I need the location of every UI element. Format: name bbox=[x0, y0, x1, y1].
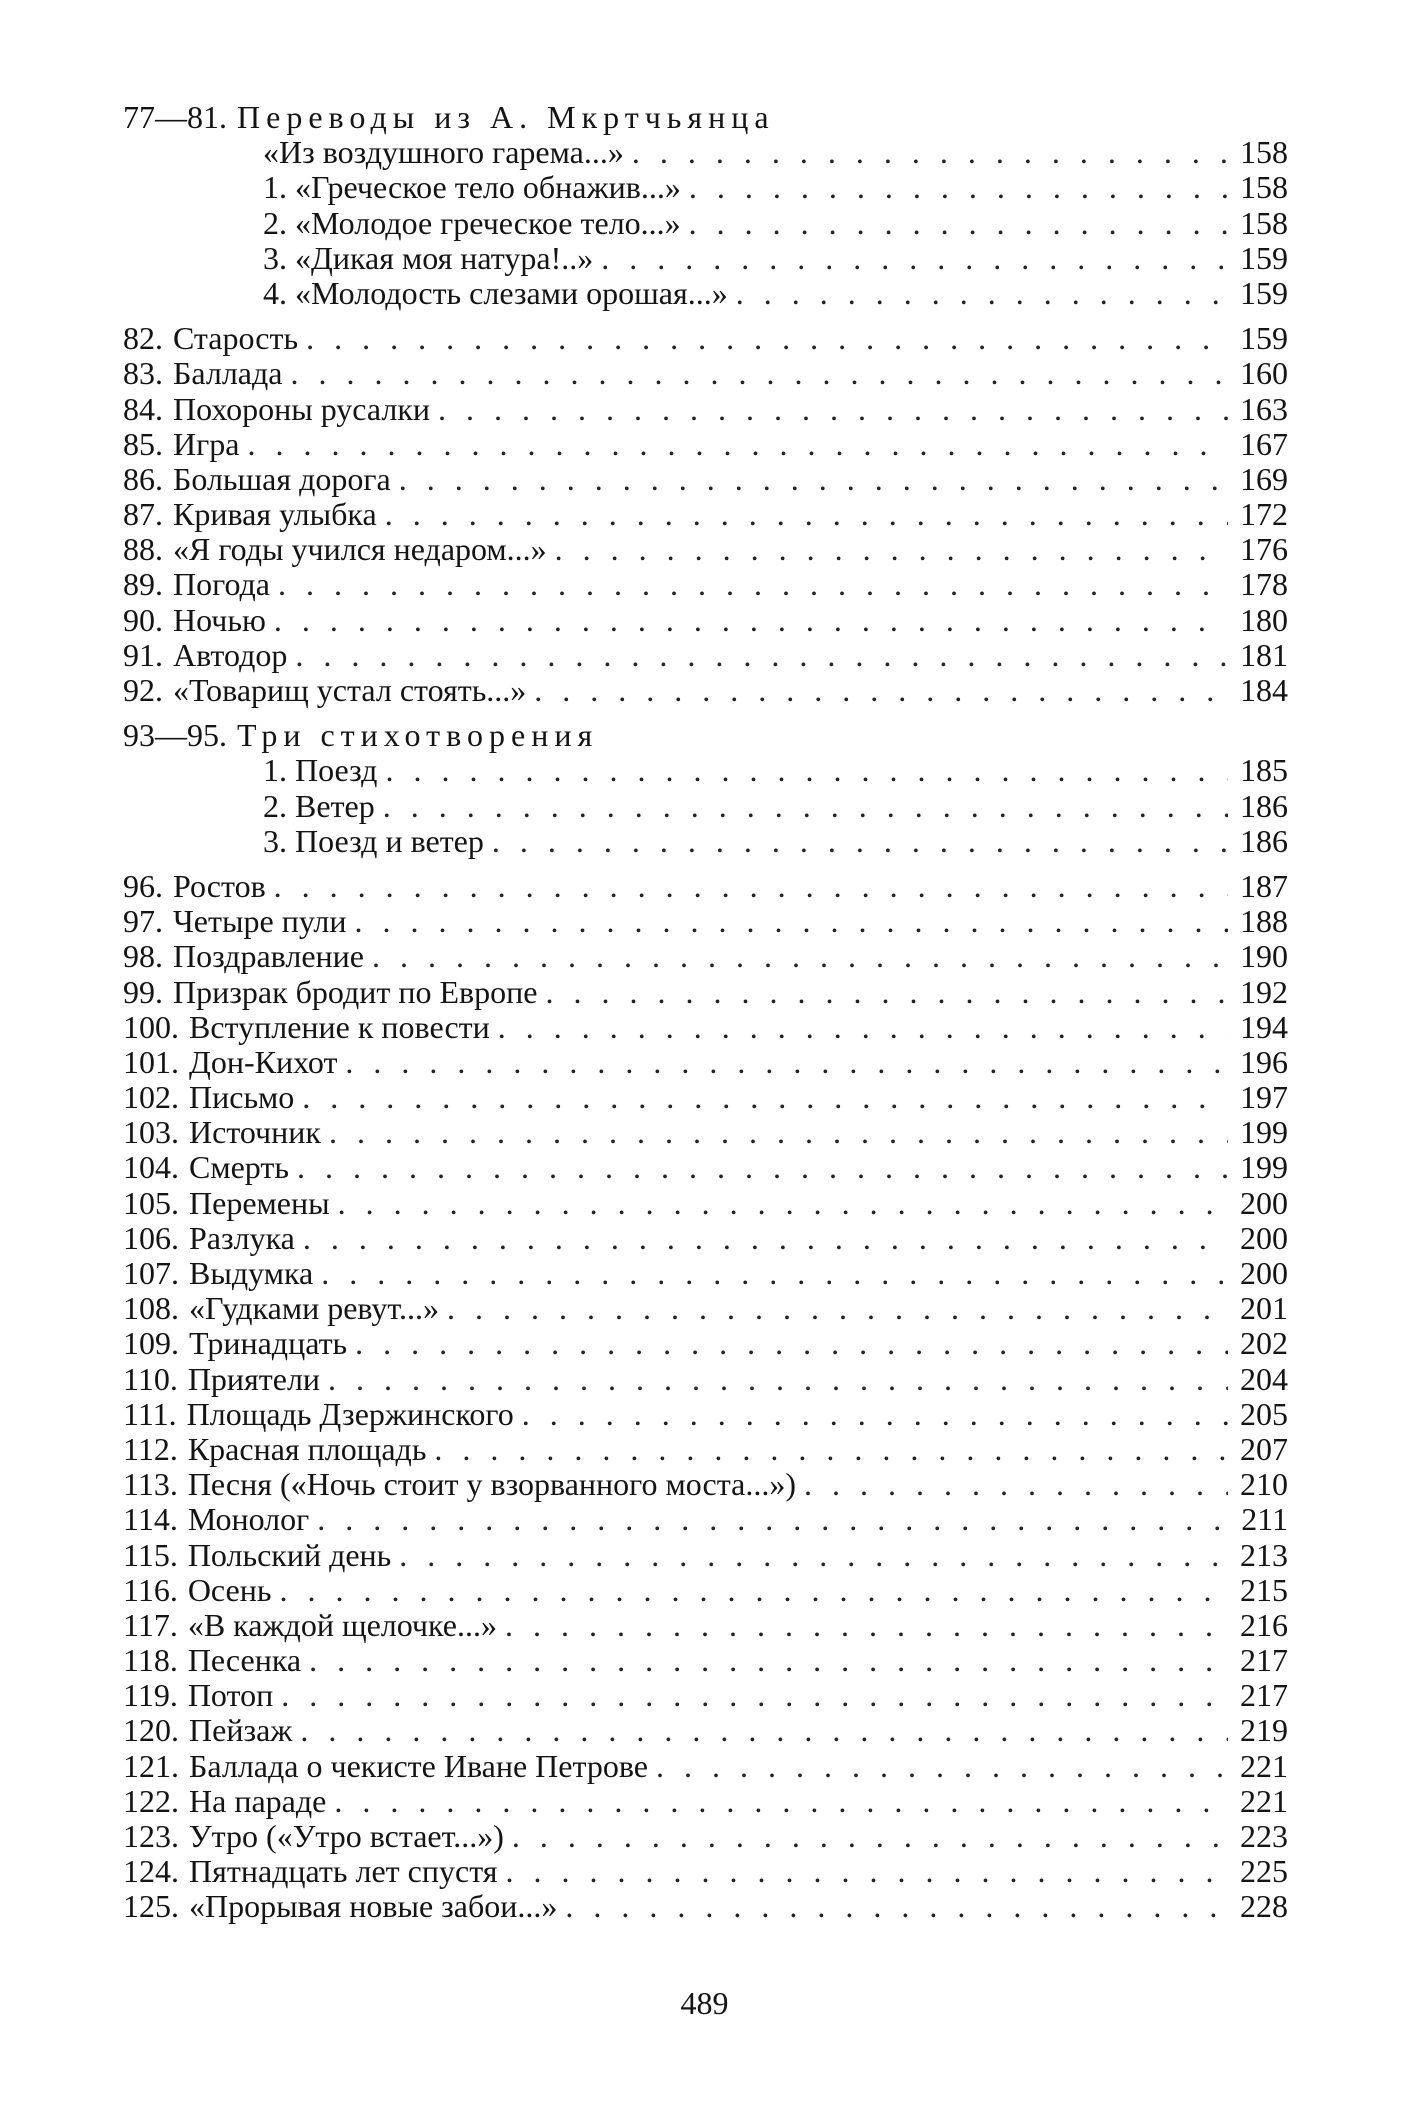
toc-entry bbox=[123, 276, 1288, 311]
dot-leader bbox=[565, 1889, 1228, 1924]
entry-title: Разлука bbox=[189, 1219, 295, 1256]
toc-entry bbox=[123, 1678, 1288, 1713]
toc-entry bbox=[123, 1432, 1288, 1467]
dot-leader bbox=[300, 1713, 1228, 1748]
dot-leader bbox=[328, 1362, 1228, 1397]
entry-title: «Гудками ревут...» bbox=[189, 1290, 439, 1327]
entry-page: 181 bbox=[1240, 636, 1288, 673]
toc-entry bbox=[123, 532, 1288, 567]
dot-leader bbox=[434, 1432, 1228, 1467]
dot-leader bbox=[274, 869, 1228, 904]
entry-number: 91. bbox=[123, 636, 163, 673]
entry-page: 190 bbox=[1240, 938, 1288, 975]
dot-leader bbox=[309, 1643, 1228, 1678]
toc-entry bbox=[123, 1713, 1288, 1748]
toc-entry bbox=[123, 975, 1288, 1010]
entry-title: Монолог bbox=[187, 1501, 310, 1538]
entry-page: 213 bbox=[1240, 1536, 1288, 1573]
entry-title: Похороны русалки bbox=[173, 390, 431, 427]
entry-number: 104. bbox=[123, 1149, 179, 1186]
entry-title: Польский день bbox=[187, 1536, 392, 1573]
toc-entry bbox=[123, 1080, 1288, 1115]
entry-page: 196 bbox=[1240, 1043, 1288, 1080]
dot-leader bbox=[492, 824, 1228, 859]
entry-number: 87. bbox=[123, 496, 163, 533]
entry-number: 110. bbox=[123, 1360, 178, 1397]
entry-page: 211 bbox=[1241, 1501, 1288, 1538]
toc-entry bbox=[123, 1854, 1288, 1889]
toc-entry bbox=[123, 567, 1288, 602]
entry-number: 85. bbox=[123, 425, 163, 462]
dot-leader bbox=[247, 427, 1228, 462]
toc-entry bbox=[123, 1889, 1288, 1924]
toc-entry bbox=[123, 170, 1288, 205]
spacer bbox=[123, 859, 1288, 869]
dot-leader bbox=[295, 638, 1228, 673]
entry-title: Вступление к повести bbox=[189, 1008, 490, 1045]
entry-page: 158 bbox=[1240, 204, 1288, 241]
entry-title: Перемены bbox=[189, 1184, 330, 1221]
dot-leader bbox=[689, 170, 1228, 205]
dot-leader bbox=[399, 1538, 1228, 1573]
toc-entry bbox=[123, 904, 1288, 939]
entry-number: 92. bbox=[123, 672, 163, 708]
entry-number: 103. bbox=[123, 1114, 179, 1151]
dot-leader bbox=[329, 1115, 1228, 1150]
toc-entry bbox=[123, 1362, 1288, 1397]
entry-page: 201 bbox=[1240, 1290, 1288, 1327]
entry-page: 158 bbox=[1240, 169, 1288, 206]
toc-entry bbox=[123, 1643, 1288, 1678]
toc-entry bbox=[123, 1397, 1288, 1432]
entry-page: 225 bbox=[1240, 1853, 1288, 1890]
entry-page: 217 bbox=[1240, 1677, 1288, 1714]
toc-entry bbox=[123, 789, 1288, 824]
toc-entry bbox=[123, 1326, 1288, 1361]
dot-leader bbox=[555, 532, 1228, 567]
dot-leader bbox=[302, 1080, 1228, 1115]
entry-page: 167 bbox=[1240, 425, 1288, 462]
entry-page: 200 bbox=[1240, 1255, 1288, 1291]
entry-title: Большая дорога bbox=[173, 460, 391, 497]
entry-title: Осень bbox=[187, 1571, 272, 1608]
entry-title: 1. Поезд bbox=[263, 752, 378, 789]
entry-page: 207 bbox=[1240, 1430, 1288, 1467]
entry-page: 228 bbox=[1240, 1888, 1288, 1925]
entry-page: 217 bbox=[1240, 1642, 1288, 1679]
entry-page: 159 bbox=[1240, 239, 1288, 276]
entry-page: 219 bbox=[1240, 1712, 1288, 1749]
toc-entry bbox=[123, 1749, 1288, 1784]
entry-title: Песня («Ночь стоит у взорванного моста...») bbox=[187, 1466, 796, 1503]
dot-leader bbox=[505, 1854, 1228, 1889]
group-title: Три стихотворения bbox=[237, 717, 599, 754]
dot-leader bbox=[601, 241, 1228, 276]
entry-title: Тринадцать bbox=[189, 1325, 348, 1362]
entry-number: 88. bbox=[123, 531, 163, 568]
dot-leader bbox=[512, 1819, 1228, 1854]
dot-leader bbox=[545, 975, 1228, 1010]
entry-number: 98. bbox=[123, 938, 163, 975]
entry-page: 199 bbox=[1240, 1114, 1288, 1151]
entry-page: 163 bbox=[1240, 390, 1288, 427]
dot-leader bbox=[290, 356, 1228, 391]
toc-entry bbox=[123, 869, 1288, 904]
table-of-contents bbox=[123, 100, 1288, 1925]
entry-number: 100. bbox=[123, 1008, 179, 1045]
entry-page: 200 bbox=[1240, 1184, 1288, 1221]
entry-title: Погода bbox=[173, 566, 270, 603]
entry-number: 124. bbox=[123, 1853, 179, 1890]
entry-page: 223 bbox=[1240, 1818, 1288, 1854]
entry-number: 90. bbox=[123, 601, 163, 638]
entry-number: 113. bbox=[123, 1466, 178, 1503]
dot-leader bbox=[355, 904, 1229, 939]
entry-title: «Прорывая новые забои...» bbox=[189, 1888, 558, 1925]
entry-title: Площадь Дзержинского bbox=[186, 1395, 514, 1432]
entry-number: 84. bbox=[123, 390, 163, 427]
toc-entry bbox=[123, 427, 1288, 462]
entry-number: 112. bbox=[123, 1430, 178, 1467]
entry-number: 86. bbox=[123, 460, 163, 497]
entry-title: Игра bbox=[173, 425, 240, 462]
entry-page: 204 bbox=[1240, 1360, 1288, 1397]
dot-leader bbox=[385, 497, 1228, 532]
entry-page: 205 bbox=[1240, 1395, 1288, 1432]
entry-title: Письмо bbox=[189, 1079, 295, 1116]
dot-leader bbox=[522, 1397, 1228, 1432]
entry-page: 200 bbox=[1240, 1219, 1288, 1256]
entry-number: 89. bbox=[123, 566, 163, 603]
group-heading-three-poems bbox=[123, 718, 1288, 753]
entry-number: 106. bbox=[123, 1219, 179, 1256]
entry-title: Приятели bbox=[187, 1360, 321, 1397]
entry-title: Песенка bbox=[187, 1642, 302, 1679]
toc-entry bbox=[123, 241, 1288, 276]
toc-entry bbox=[123, 638, 1288, 673]
entry-title: Ростов bbox=[173, 867, 266, 904]
dot-leader bbox=[632, 135, 1228, 170]
entry-number: 101. bbox=[123, 1043, 179, 1080]
dot-leader bbox=[306, 321, 1228, 356]
dot-leader bbox=[534, 673, 1228, 708]
dot-leader bbox=[736, 276, 1228, 311]
entry-number: 111. bbox=[123, 1395, 177, 1432]
entry-number: 114. bbox=[123, 1501, 178, 1538]
group-heading-translations bbox=[123, 100, 1288, 135]
toc-entry bbox=[123, 1502, 1288, 1537]
entry-title: 1. «Греческое тело обнажив...» bbox=[263, 169, 681, 206]
entry-number: 109. bbox=[123, 1325, 179, 1362]
entry-title: Четыре пули bbox=[173, 903, 347, 940]
entry-page: 221 bbox=[1240, 1782, 1288, 1819]
toc-entry bbox=[123, 1045, 1288, 1080]
entry-title: Источник bbox=[189, 1114, 321, 1151]
entry-title: 2. Ветер bbox=[263, 787, 375, 824]
toc-entry bbox=[123, 321, 1288, 356]
toc-entry bbox=[123, 1467, 1288, 1502]
entry-title: «Я годы учился недаром...» bbox=[173, 531, 547, 568]
entry-title: Дон-Кихот bbox=[189, 1043, 338, 1080]
entry-number: 116. bbox=[123, 1571, 178, 1608]
entry-page: 172 bbox=[1240, 496, 1288, 533]
entry-title: «В каждой щелочке...» bbox=[187, 1606, 497, 1643]
entry-number: 105. bbox=[123, 1184, 179, 1221]
dot-leader bbox=[274, 603, 1228, 638]
group-range: 93—95. bbox=[123, 717, 227, 754]
toc-entry bbox=[123, 1115, 1288, 1150]
entry-number: 123. bbox=[123, 1818, 179, 1854]
dot-leader bbox=[498, 1010, 1228, 1045]
entry-page: 159 bbox=[1240, 274, 1288, 311]
entry-title: «Товарищ устал стоять...» bbox=[173, 672, 527, 708]
entry-page: 184 bbox=[1240, 672, 1288, 708]
toc-entry bbox=[123, 1221, 1288, 1256]
entry-page: 160 bbox=[1240, 355, 1288, 392]
entry-page: 215 bbox=[1240, 1571, 1288, 1608]
toc-entry bbox=[123, 603, 1288, 638]
entry-page: 176 bbox=[1240, 531, 1288, 568]
entry-page: 187 bbox=[1240, 867, 1288, 904]
dot-leader bbox=[278, 567, 1228, 602]
toc-entry bbox=[123, 1819, 1288, 1854]
dot-leader bbox=[297, 1150, 1228, 1185]
entry-page: 188 bbox=[1240, 903, 1288, 940]
toc-entry bbox=[123, 392, 1288, 427]
toc-entry bbox=[123, 356, 1288, 391]
dot-leader bbox=[321, 1256, 1228, 1291]
toc-entry bbox=[123, 497, 1288, 532]
dot-leader bbox=[383, 789, 1228, 824]
dot-leader bbox=[355, 1326, 1228, 1361]
entry-page: 197 bbox=[1240, 1079, 1288, 1116]
entry-page: 159 bbox=[1240, 320, 1288, 357]
entry-title: Пятнадцать лет спустя bbox=[189, 1853, 498, 1890]
entry-number: 118. bbox=[123, 1642, 178, 1679]
dot-leader bbox=[689, 206, 1228, 241]
group-range: 77—81. bbox=[123, 99, 227, 135]
entry-number: 120. bbox=[123, 1712, 179, 1749]
group-title: Переводы из А. Мкртчьянца bbox=[237, 99, 775, 135]
entry-page: 185 bbox=[1240, 752, 1288, 789]
entry-number: 117. bbox=[123, 1606, 178, 1643]
entry-title: Кривая улыбка bbox=[173, 496, 377, 533]
entry-title: 2. «Молодое греческое тело...» bbox=[263, 204, 681, 241]
entry-number: 108. bbox=[123, 1290, 179, 1327]
entry-title: Поздравление bbox=[173, 938, 364, 975]
entry-number: 125. bbox=[123, 1888, 179, 1925]
entry-title: Пейзаж bbox=[189, 1712, 293, 1749]
entry-number: 97. bbox=[123, 903, 163, 940]
toc-entry bbox=[123, 1256, 1288, 1291]
dot-leader bbox=[334, 1784, 1228, 1819]
entry-title: Потоп bbox=[187, 1677, 274, 1714]
entry-number: 102. bbox=[123, 1079, 179, 1116]
entry-number: 82. bbox=[123, 320, 163, 357]
entry-page: 216 bbox=[1240, 1606, 1288, 1643]
entry-title: 3. Поезд и ветер bbox=[263, 822, 484, 859]
entry-title: Выдумка bbox=[189, 1255, 314, 1291]
entry-title: На параде bbox=[189, 1782, 327, 1819]
entry-title: Призрак бродит по Европе bbox=[173, 973, 538, 1010]
entry-page: 169 bbox=[1240, 460, 1288, 497]
entry-number: 119. bbox=[123, 1677, 178, 1714]
dot-leader bbox=[385, 753, 1228, 788]
page-number: 489 bbox=[680, 1985, 729, 2021]
entry-number: 83. bbox=[123, 355, 163, 392]
entry-number: 121. bbox=[123, 1747, 179, 1784]
toc-entry bbox=[123, 1150, 1288, 1185]
toc-entry bbox=[123, 753, 1288, 788]
entry-title: Ночью bbox=[173, 601, 266, 638]
entry-number: 96. bbox=[123, 867, 163, 904]
entry-page: 180 bbox=[1240, 601, 1288, 638]
entry-title: 4. «Молодость слезами орошая...» bbox=[263, 274, 728, 311]
entry-page: 199 bbox=[1240, 1149, 1288, 1186]
dot-leader bbox=[804, 1467, 1228, 1502]
dot-leader bbox=[372, 939, 1228, 974]
toc-entry bbox=[123, 824, 1288, 859]
entry-title: Красная площадь bbox=[187, 1430, 427, 1467]
dot-leader bbox=[345, 1045, 1228, 1080]
dot-leader bbox=[303, 1221, 1228, 1256]
dot-leader bbox=[317, 1502, 1228, 1537]
entry-page: 202 bbox=[1240, 1325, 1288, 1362]
toc-entry bbox=[123, 462, 1288, 497]
toc-entry bbox=[123, 1186, 1288, 1221]
toc-entry bbox=[123, 939, 1288, 974]
entry-page: 194 bbox=[1240, 1008, 1288, 1045]
toc-entry bbox=[123, 1010, 1288, 1045]
toc-entry bbox=[123, 135, 1288, 170]
entry-page: 192 bbox=[1240, 973, 1288, 1010]
entry-title: Баллада bbox=[173, 355, 283, 392]
entry-number: 115. bbox=[123, 1536, 178, 1573]
entry-page: 186 bbox=[1240, 822, 1288, 859]
toc-entry bbox=[123, 673, 1288, 708]
dot-leader bbox=[447, 1291, 1228, 1326]
entry-title: Утро («Утро встает...») bbox=[189, 1818, 504, 1854]
entry-title: Баллада о чекисте Иване Петрове bbox=[189, 1747, 648, 1784]
entry-page: 186 bbox=[1240, 787, 1288, 824]
entry-page: 178 bbox=[1240, 566, 1288, 603]
dot-leader bbox=[505, 1608, 1228, 1643]
dot-leader bbox=[279, 1573, 1228, 1608]
toc-entry bbox=[123, 1573, 1288, 1608]
toc-entry bbox=[123, 1291, 1288, 1326]
dot-leader bbox=[281, 1678, 1228, 1713]
entry-title: Смерть bbox=[189, 1149, 289, 1186]
entry-title: 3. «Дикая моя натура!..» bbox=[263, 239, 594, 276]
toc-entry bbox=[123, 1784, 1288, 1819]
entry-title: Автодор bbox=[173, 636, 288, 673]
dot-leader bbox=[656, 1749, 1228, 1784]
dot-leader bbox=[399, 462, 1228, 497]
entry-title: Старость bbox=[173, 320, 299, 357]
dot-leader bbox=[438, 392, 1228, 427]
entry-page: 158 bbox=[1240, 134, 1288, 171]
entry-page: 210 bbox=[1240, 1466, 1288, 1503]
entry-title: «Из воздушного гарема...» bbox=[263, 134, 624, 171]
toc-entry bbox=[123, 1608, 1288, 1643]
dot-leader bbox=[338, 1186, 1228, 1221]
toc-entry bbox=[123, 1538, 1288, 1573]
entry-page: 221 bbox=[1240, 1747, 1288, 1784]
entry-number: 122. bbox=[123, 1782, 179, 1819]
entry-number: 99. bbox=[123, 973, 163, 1010]
toc-entry bbox=[123, 206, 1288, 241]
entry-number: 107. bbox=[123, 1255, 179, 1291]
